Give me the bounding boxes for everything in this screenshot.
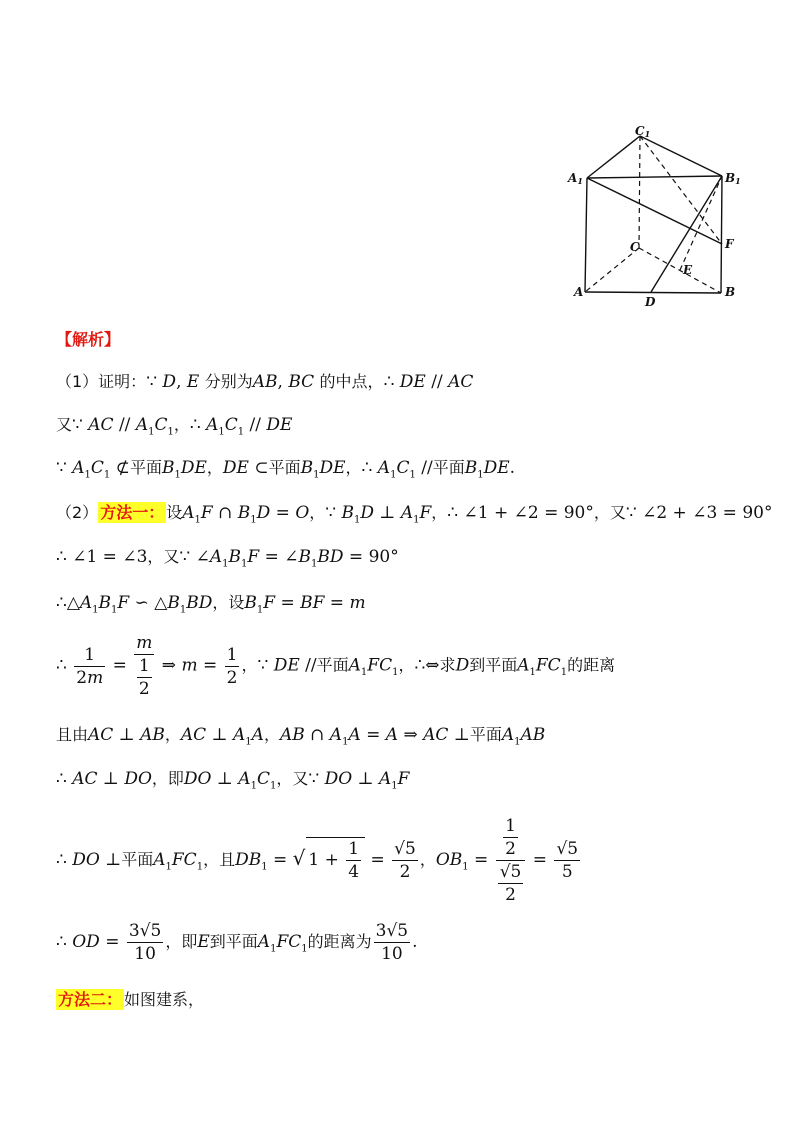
label-b: B <box>725 285 736 299</box>
label-c1: C1 <box>635 124 651 139</box>
method-one-highlight: 方法一： <box>100 503 165 522</box>
proof-line-5: ∴ ∠1 = ∠3，又∵ $\angle A_1B_1F$ = $\angle B_1BD = 90^\circ$ <box>56 547 399 570</box>
edge-b1-b <box>721 176 722 293</box>
proof-line-2: 又∵ AC // $A_1C_1$，∴ $A_1C_1$ // DE <box>56 415 293 438</box>
method-two-highlight: 方法二： <box>58 990 123 1009</box>
proof-line-6: $\therefore\triangle A_1B_1F$ ∽ $\triangle B_1BD$，设$B_1F$ = BF = m <box>56 593 366 616</box>
edge-a1-f <box>587 178 722 244</box>
label-e: E <box>683 263 693 277</box>
method-two-line: 方法二： 如图建系， <box>58 990 205 1009</box>
label-a: A <box>574 285 584 299</box>
proof-line-3: ∵ $A_1C_1$ ⊄平面$B_1DE$，DE ⊂平面$B_1DE$，∴ $A_1C_1$ //平面$B_1DE$. <box>56 458 516 481</box>
edge-a-b <box>585 292 721 293</box>
edge-a1-c1 <box>587 136 640 178</box>
method-one-line: （2） 方法一： 设$A_1F$ ∩ $B_1D = O$，∵ $B_1D$ ⊥ $A_1F$，∴ ∠1 + ∠2 = 90°，又∵ ∠2 + ∠3 = 90° <box>56 503 773 526</box>
label-a1: A1 <box>568 171 583 186</box>
proof-line-11: ∴ OD = $\frac{3√5}{10}$ ，即E到平面$A_1FC_1$的距离为 $\frac{3√5}{10}$ . <box>56 921 418 964</box>
proof-line-1: （1）证明：∵ D, E 分别为AB, BC 的中点，∴ DE // AC <box>56 372 474 392</box>
edge-a1-b1 <box>587 176 722 178</box>
proof-line-8: 且由AC ⊥ AB，AC ⊥ $A_1A$，AB ∩ $A_1A = A$ ⇒ AC ⊥平面$A_1AB$ <box>56 725 546 748</box>
label-f: F <box>725 237 734 251</box>
edge-a1-a <box>585 178 587 292</box>
proof-line-10: ∴ DO ⊥平面$A_1FC_1$，且$DB_1$ = √ 1 + $\frac{1}{4}$ = $\frac{√5}{2}$ ，$OB_1$ = $\frac{\frac{1}{2}}{\frac{√5}{2}}$ = $\frac{√5}{5}$ <box>56 816 579 905</box>
edge-c1-b1 <box>640 136 722 176</box>
proof-line-9: ∴ AC ⊥ DO，即DO ⊥ $A_1C_1$，又∵ DO ⊥ $A_1F$ <box>56 769 410 792</box>
prism-figure <box>560 118 750 313</box>
label-b1: B1 <box>725 171 741 186</box>
edge-c-b <box>639 248 721 293</box>
section-heading: 【解析】 <box>56 330 121 349</box>
edge-c-a <box>585 248 639 292</box>
proof-line-7: ∴ $\frac{1}{2m}$ = $\frac{m}{\frac{1}{2}}$ ⇒ m = $\frac{1}{2}$ ，∵ DE //平面$A_1FC_1$，∴⇔求D到平面$A_1FC_1$的距离 <box>56 633 616 699</box>
label-c: C <box>630 240 640 254</box>
edge-c1-f <box>640 136 722 244</box>
edge-c1-c <box>639 136 640 248</box>
edge-e-b1 <box>680 176 722 270</box>
label-d: D <box>645 295 656 309</box>
